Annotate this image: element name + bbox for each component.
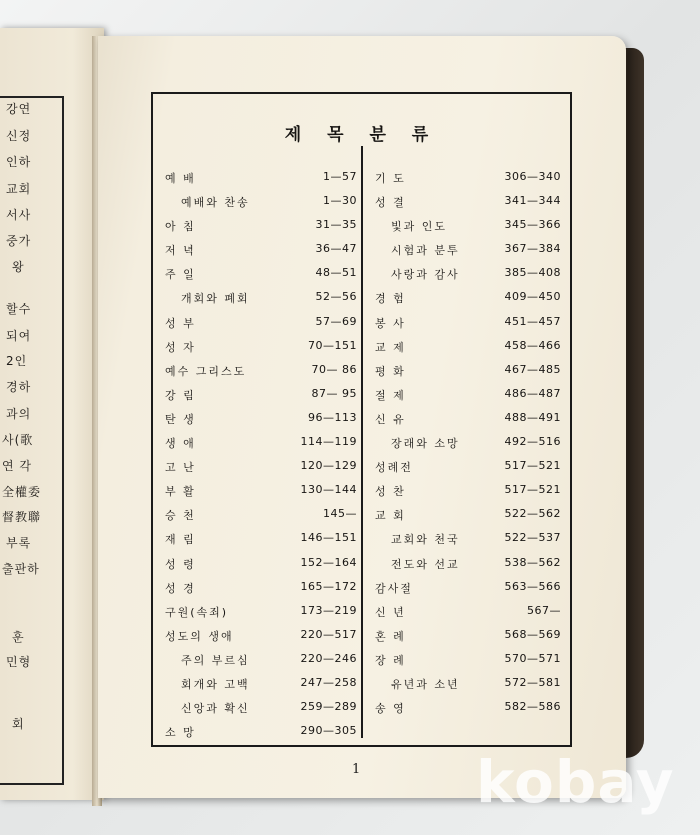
topic-row: [375, 600, 561, 624]
page-range: 220—517: [300, 627, 357, 641]
topic-label: 빛과 인도: [391, 220, 448, 234]
topic-label: 교 회: [375, 509, 406, 523]
topic-row: [165, 479, 357, 503]
page-range: 385—408: [504, 266, 561, 280]
topic-label: 승 천: [165, 509, 196, 523]
contents-title: 제 목 분 류: [284, 125, 439, 145]
page-range: 367—384: [504, 242, 561, 256]
page-range: 568—569: [504, 627, 561, 641]
page-range: 467—485: [504, 362, 561, 376]
topic-row: [165, 190, 357, 214]
topic-row: [165, 624, 357, 648]
topic-label: 성 찬: [375, 485, 406, 499]
topic-label: 교회와 천국: [391, 533, 460, 547]
topic-label: 주 일: [165, 268, 196, 282]
topic-label: 주의 부르심: [181, 653, 250, 667]
page-range: 570—571: [504, 651, 561, 665]
contents-frame: [151, 92, 572, 747]
page-range: 48—51: [315, 266, 357, 280]
page-range: 345—366: [504, 218, 561, 232]
left-page-fragment: 사(歌: [2, 433, 34, 447]
page-number: 1: [352, 762, 361, 777]
topic-label: 신앙과 확신: [181, 702, 250, 716]
topic-label: 성례전: [375, 461, 413, 475]
topic-row: [165, 672, 357, 696]
page-range: 145—: [323, 507, 357, 521]
topic-label: 고 난: [165, 461, 196, 475]
topic-row: [165, 359, 357, 383]
topic-label: 감사절: [375, 581, 413, 595]
topic-label: 재 림: [165, 533, 196, 547]
topic-row: [375, 335, 561, 359]
topic-row: [165, 238, 357, 262]
page-range: 538—562: [504, 555, 561, 569]
page-range: 1—57: [323, 170, 357, 183]
watermark-logo: kobay: [476, 748, 675, 816]
topic-row: [165, 720, 357, 744]
left-page-fragment: 회: [12, 717, 25, 731]
page-range: 486—487: [504, 386, 561, 400]
topic-row: [375, 214, 561, 238]
page-range: 492—516: [504, 435, 561, 449]
topic-label: 성 결: [375, 196, 406, 210]
topic-label: 성도의 생애: [165, 629, 234, 643]
topic-label: 장 례: [375, 653, 406, 667]
topic-label: 탄 생: [165, 412, 196, 426]
topic-row: [165, 407, 357, 431]
page-range: 87— 95: [311, 386, 357, 400]
topic-label: 송 영: [375, 702, 406, 716]
page-range: 52—56: [315, 290, 357, 304]
left-page-fragment: 강연: [6, 102, 32, 116]
left-page-fragment: 민형: [6, 655, 32, 669]
topic-label: 개회와 폐회: [181, 292, 250, 306]
page-range: 36—47: [315, 242, 357, 256]
page-range: 152—164: [300, 555, 357, 569]
page-range: 451—457: [504, 314, 561, 328]
page-range: 146—151: [300, 531, 357, 545]
topic-label: 유년과 소년: [391, 677, 460, 691]
topic-row: [165, 286, 357, 310]
topic-label: 성 령: [165, 557, 196, 571]
topic-row: [375, 576, 561, 600]
topic-label: 혼 례: [375, 629, 406, 643]
topic-row: [165, 214, 357, 238]
topic-row: [375, 503, 561, 527]
topic-row: [375, 383, 561, 407]
topic-row: [375, 527, 561, 551]
topic-row: [165, 576, 357, 600]
topic-row: [375, 696, 561, 720]
topic-label: 경 험: [375, 292, 406, 306]
page-range: 57—69: [315, 314, 357, 328]
topic-row: [165, 166, 357, 190]
page-range: 290—305: [300, 724, 357, 738]
page-range: 120—129: [300, 459, 357, 473]
topic-label: 강 림: [165, 388, 196, 402]
topic-row: [165, 527, 357, 551]
page-range: 341—344: [504, 194, 561, 208]
page-range: 96—113: [308, 410, 357, 424]
left-page-fragment: 왕: [12, 260, 25, 274]
left-page-fragment: 연 각: [2, 459, 32, 473]
topic-row: [375, 431, 561, 455]
topic-row: [165, 383, 357, 407]
topic-row: [375, 238, 561, 262]
topic-row: [375, 190, 561, 214]
left-page-fragment: 全權委: [2, 485, 42, 499]
topic-label: 성 부: [165, 316, 196, 330]
left-book-page: [0, 28, 104, 800]
topic-row: [375, 552, 561, 576]
topic-label: 아 침: [165, 220, 196, 234]
page-range: 70—151: [308, 338, 357, 352]
left-page-fragment: 인하: [6, 155, 32, 169]
page-range: 165—172: [300, 579, 357, 593]
topic-row: [375, 624, 561, 648]
topic-label: 신 년: [375, 605, 406, 619]
topic-row: [165, 696, 357, 720]
topic-row: [375, 648, 561, 672]
topic-label: 예 배: [165, 172, 196, 185]
left-page-fragment: 督教聯: [2, 510, 42, 524]
topic-label: 교 제: [375, 340, 406, 354]
topic-row: [165, 503, 357, 527]
page-range: 458—466: [504, 338, 561, 352]
topic-row: [375, 407, 561, 431]
topic-label: 부 활: [165, 485, 196, 499]
left-page-fragment: 부록: [6, 536, 32, 550]
page-range: 572—581: [504, 675, 561, 689]
topic-label: 생 애: [165, 437, 196, 451]
left-page-fragment: 과의: [6, 407, 32, 421]
topic-label: 소 망: [165, 726, 196, 740]
page-range: 1—30: [323, 194, 357, 208]
page-range: 409—450: [504, 290, 561, 304]
topic-label: 회개와 고백: [181, 677, 250, 691]
topic-label: 신 유: [375, 412, 406, 426]
left-page-fragment: 교회: [6, 182, 32, 196]
topic-row: [375, 262, 561, 286]
topic-label: 기 도: [375, 172, 406, 185]
page-range: 259—289: [300, 700, 357, 714]
topic-row: [165, 455, 357, 479]
topic-row: [165, 311, 357, 335]
left-page-fragment: 할수: [6, 302, 32, 316]
page-range: 522—537: [504, 531, 561, 545]
topic-label: 예수 그리스도: [165, 364, 247, 378]
page-range: 522—562: [504, 507, 561, 521]
topic-label: 장래와 소망: [391, 437, 460, 451]
topic-label: 시험과 분투: [391, 244, 460, 258]
topic-label: 봉 사: [375, 316, 406, 330]
page-range: 563—566: [504, 579, 561, 593]
page-range: 567—: [527, 603, 561, 617]
topic-label: 성 경: [165, 581, 196, 595]
right-topic-column: [375, 166, 561, 720]
topic-row: [165, 335, 357, 359]
topic-row: [165, 262, 357, 286]
page-range: 488—491: [504, 410, 561, 424]
left-topic-column: [165, 166, 357, 744]
left-page-fragment: 신정: [6, 129, 32, 143]
topic-label: 예배와 찬송: [181, 196, 250, 210]
topic-label: 절 제: [375, 388, 406, 402]
topic-row: [375, 311, 561, 335]
page-range: 130—144: [300, 483, 357, 497]
page-range: 517—521: [504, 459, 561, 473]
topic-label: 사랑과 감사: [391, 268, 460, 282]
page-range: 173—219: [300, 603, 357, 617]
topic-row: [375, 455, 561, 479]
left-page-fragment: 2인: [6, 354, 28, 368]
topic-row: [165, 431, 357, 455]
left-page-fragment: 출판하: [2, 562, 40, 576]
topic-label: 저 녁: [165, 244, 196, 258]
page-range: 247—258: [300, 675, 357, 689]
topic-label: 성 자: [165, 340, 196, 354]
page-range: 517—521: [504, 483, 561, 497]
left-page-fragment: 훈: [12, 630, 25, 644]
topic-row: [375, 479, 561, 503]
page-range: 306—340: [504, 170, 561, 183]
topic-row: [165, 648, 357, 672]
topic-row: [375, 166, 561, 190]
page-range: 220—246: [300, 651, 357, 665]
topic-row: [165, 552, 357, 576]
topic-row: [375, 359, 561, 383]
page-range: 31—35: [315, 218, 357, 232]
topic-row: [165, 600, 357, 624]
page-range: 114—119: [300, 435, 357, 449]
column-divider: [361, 146, 363, 738]
left-page-fragment: 중가: [6, 234, 32, 248]
topic-label: 평 화: [375, 364, 406, 378]
topic-row: [375, 672, 561, 696]
left-page-fragment: 되여: [6, 329, 32, 343]
topic-label: 전도와 선교: [391, 557, 460, 571]
topic-label: 구원(속죄): [165, 605, 229, 619]
left-page-fragment: 경하: [6, 380, 32, 394]
page-range: 70— 86: [311, 362, 357, 376]
page-range: 582—586: [504, 700, 561, 714]
left-page-fragment: 서사: [6, 208, 32, 222]
topic-row: [375, 286, 561, 310]
